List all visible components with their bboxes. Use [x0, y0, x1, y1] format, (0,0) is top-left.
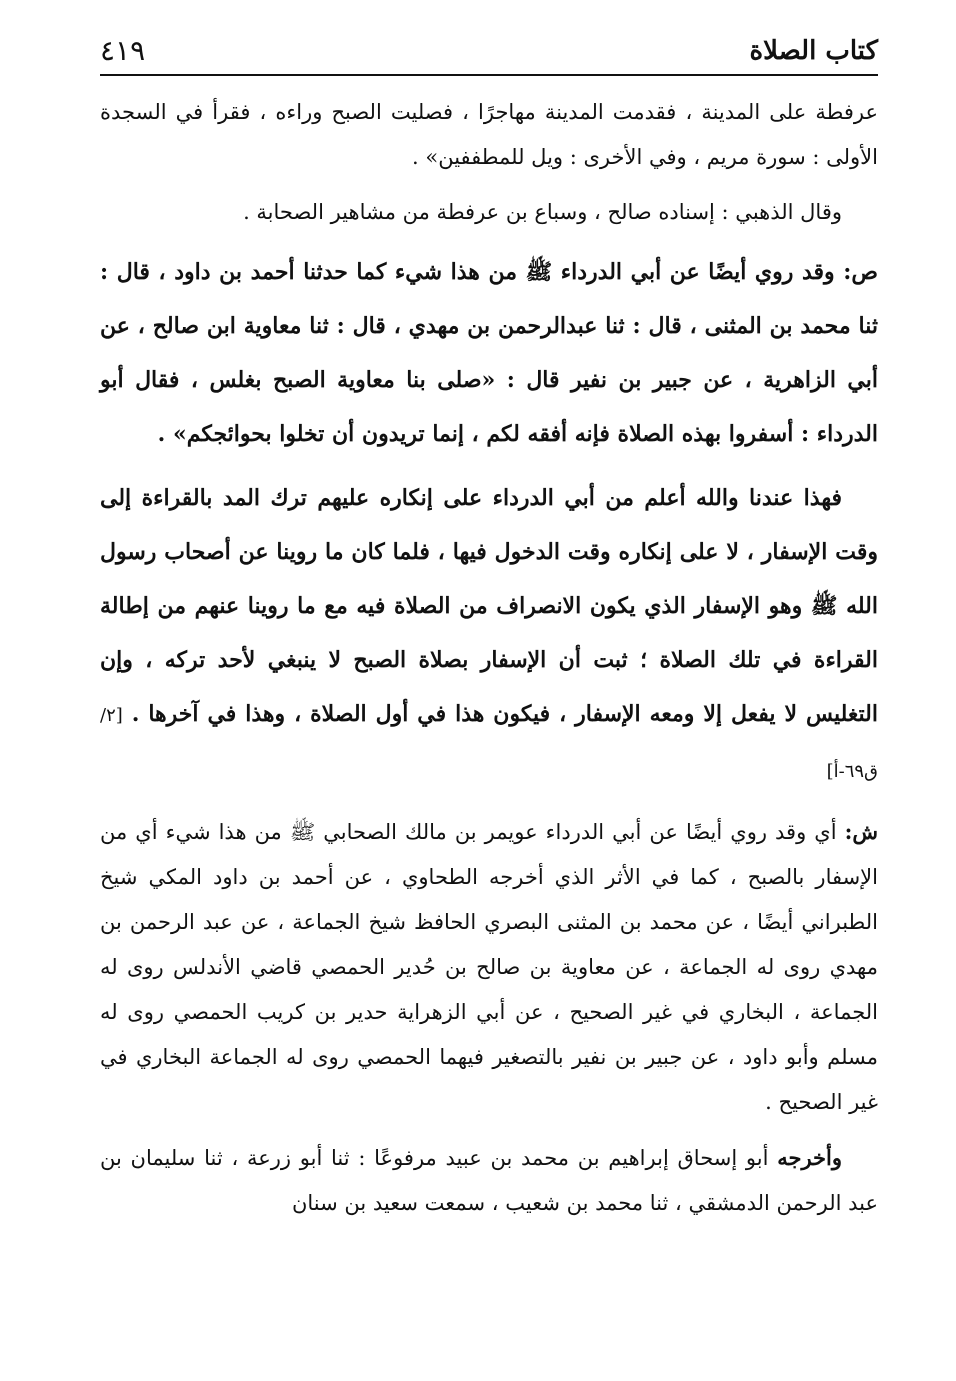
paragraph-text: أي وقد روي أيضًا عن أبي الدرداء عويمر بن مالك الصحابي ﷺ من هذا شيء أي من الإسفار بالصبح ، كما في الأثر الذي أخرجه الطحاوي ، عن أحمد بن داود المكي شيخ الطبراني أيضًا ، عن محمد بن المثنى البصري الحافظ شيخ الجماعة ، عن عبد الرحمن بن مهدي روى له الجماعة ، عن معاوية بن صالح بن حُدير الحمصي قاضي الأندلس روى له الجماعة ، البخاري في غير الصحيح ، عن أبي الزهراية حدير بن كريب الحمصي روى له مسلم وأبو داود ، عن جبير بن نفير بالتصغير فيهما الحمصي روى له الجماعة البخاري في غير الصحيح .: [100, 820, 878, 1114]
paragraph-sharh: [100, 809, 878, 1125]
manuscript-reference: [٢/ ق٦٩-أ]: [100, 705, 878, 782]
paragraph-text: فهذا عندنا والله أعلم من أبي الدرداء على إنكاره عليهم ترك المد بالقراءة إلى وقت الإسفار ، لا على إنكاره وقت الدخول فيها ، فلما كان ما روينا عن أصحاب رسول الله ﷺ وهو الإسفار الذي يكون الانصراف من الصلاة فيه مع ما روينا عنهم من إطالة القراءة في تلك الصلاة ؛ ثبت أن الإسفار بصلاة الصبح لا ينبغي لأحد تركه ، وإن التغليس لا يفعل إلا ومعه الإسفار ، فيكون هذا في أول الصلاة ، وهذا في آخرها .: [100, 485, 878, 727]
page-header: [100, 28, 878, 76]
paragraph-lead: وأخرجه: [777, 1145, 842, 1170]
paragraph-lead: ش:: [844, 819, 878, 844]
paragraph-text: أبو إسحاق إبراهيم بن محمد بن عبيد مرفوعًا : ثنا أبو زرعة ، ثنا سليمان بن عبد الرحمن الدمشقي ، ثنا محمد بن شعيب ، سمعت سعيد بن سنان: [100, 1146, 878, 1215]
paragraph-matn-commentary: [100, 471, 878, 799]
paragraph-lead: ص:: [843, 259, 878, 285]
paragraph-takhrij: [100, 1135, 878, 1226]
paragraph-matn: [100, 245, 878, 461]
book-page: [100, 28, 878, 1348]
chapter-title: كتاب الصلاة: [749, 36, 878, 66]
page-body: [100, 90, 878, 1236]
page-number: ٤١٩: [100, 34, 146, 67]
paragraph-text: وقد روي أيضًا عن أبي الدرداء ﷺ من هذا شيء كما حدثنا أحمد بن داود ، قال : ثنا محمد بن المثنى ، قال : ثنا عبدالرحمن بن مهدي ، قال : ثنا معاوية ابن صالح ، عن أبي الزاهرية ، عن جبير بن نفير قال : «صلى بنا معاوية الصبح بغلس ، فقال أبو الدرداء : أسفروا بهذه الصلاة فإنه أفقه لكم ، إنما تريدون أن تخلوا بحوائجكم» .: [100, 259, 878, 447]
paragraph-text: وقال الذهبي : إسناده صالح ، وسباع بن عرفطة من مشاهير الصحابة .: [243, 200, 842, 224]
paragraph-dhahabi: [100, 190, 878, 235]
paragraph-continuation: [100, 90, 878, 180]
paragraph-text: عرفطة على المدينة ، فقدمت المدينة مهاجرًا ، فصليت الصبح وراءه ، فقرأ في السجدة الأولى : سورة مريم ، وفي الأخرى : ويل للمطففين» .: [100, 100, 878, 169]
